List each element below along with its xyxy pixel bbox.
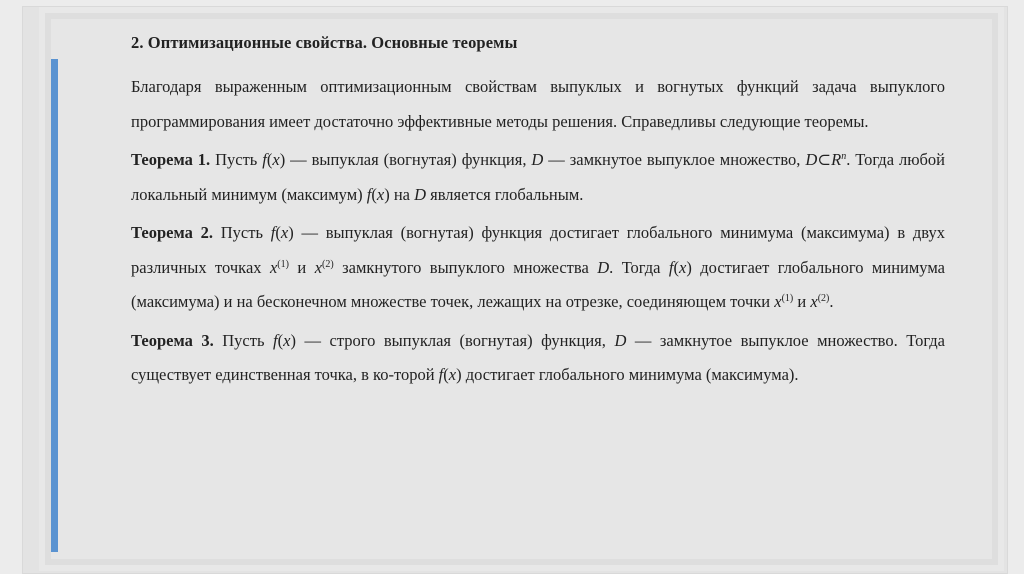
accent-bar [51,59,58,552]
superscript: (2) [817,293,830,304]
math-f: f [366,184,372,204]
text: — замкнутое выпуклое множество. Тогда существует единственная точка, в ко-торой [131,330,946,384]
theorem-2 [131,216,945,320]
math-f: f [668,257,674,277]
math-x: x [774,292,782,311]
paren: ( [277,330,284,350]
math-x: x [283,330,291,350]
paren: ( [266,150,273,169]
slide-content [131,33,945,393]
theorem-1 [131,143,945,212]
text: и [793,292,811,311]
text: Пусть [210,150,263,169]
text: Пусть [213,330,274,350]
theorem-2-label: Теорема 2. [131,223,213,242]
math-x: x [280,223,289,242]
math-f: f [262,150,267,169]
intro-paragraph: Благодаря выраженным оптимизационным свойствам выпуклых и вогнутых функций задача выпуклого программирования имеет достаточно эффективные методы решения. Справедливы следующие теоремы. [131,77,945,131]
theorem-1-label: Теорема 1. [131,150,211,169]
math-x: x [810,292,818,311]
text: Пусть [212,223,271,242]
superscript: (1) [277,258,289,270]
theorem-3-label: Теорема 3. [131,330,214,350]
math-D: D [614,330,627,350]
paren: ) [686,257,692,277]
paren: ) [456,365,462,384]
text: является глобальным. [426,184,584,204]
text: замкнутого выпуклого множества [333,257,598,277]
paren: ( [443,365,449,384]
text: достигает глобального минимума (максимума). [461,365,799,384]
math-D: D [414,184,427,204]
math-x: x [679,257,687,277]
math-f: f [270,223,276,242]
text: . [829,292,834,311]
paren: ) [290,330,296,350]
math-x: x [448,365,457,384]
theorem-3 [131,324,945,393]
paren: ( [275,223,281,242]
math-D: D [597,257,610,277]
superscript: (2) [322,258,334,270]
paren: ( [371,184,377,204]
math-D: D [531,150,544,169]
text: на [389,184,415,204]
math-x: x [269,257,278,277]
math-x: x [314,257,323,277]
math-D: D [805,150,818,169]
paren: ) [384,184,390,204]
math-f: f [438,365,444,384]
text: — выпуклая (вогнутая) функция, [285,150,532,169]
section-heading: 2. Оптимизационные свойства. Основные теоремы [131,33,518,52]
text: — строго выпуклая (вогнутая) функция, [295,330,615,350]
text: и [288,257,315,277]
subset-symbol: ⊂ [817,150,832,169]
text: . Тогда любой локальный минимум (максимум) [131,150,945,204]
math-n: n [841,151,847,162]
math-x: x [272,150,280,169]
math-R: R [831,150,842,169]
paren: ) [288,223,294,242]
superscript: (1) [781,293,794,304]
math-x: x [376,184,385,204]
slide [51,19,992,559]
text: . Тогда [609,257,669,277]
text: достигает глобального минимума (максимума) и на бесконечном множестве точек, лежащих на отрезке, соединяющем точки [131,257,945,311]
text: — замкнутое выпуклое множество, [543,150,806,169]
paren: ( [673,257,679,277]
text: — выпуклая (вогнутая) функция достигает глобального минимума (максимума) в двух различных точках [131,223,946,277]
math-f: f [273,330,278,350]
paren: ) [279,150,286,169]
